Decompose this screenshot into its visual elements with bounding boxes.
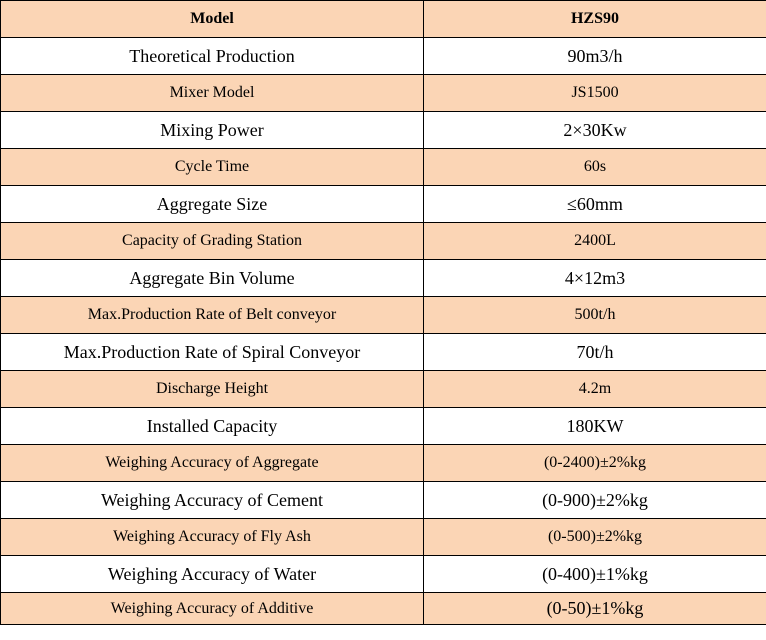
table-row [1, 75, 766, 112]
row-value: 2400L [424, 223, 766, 260]
row-value: 70t/h [424, 334, 766, 371]
table-row [1, 38, 766, 75]
row-value: 180KW [424, 408, 766, 445]
table-header-row [1, 1, 766, 38]
row-label: Weighing Accuracy of Cement [1, 482, 424, 519]
table-row [1, 186, 766, 223]
row-label: Theoretical Production [1, 38, 424, 75]
table-row [1, 334, 766, 371]
table-row [1, 223, 766, 260]
table-row [1, 297, 766, 334]
row-value: 4.2m [424, 371, 766, 408]
header-hzs90: HZS90 [424, 1, 766, 38]
row-label: Weighing Accuracy of Fly Ash [1, 519, 424, 556]
row-value: (0-500)±2%kg [424, 519, 766, 556]
table-row [1, 408, 766, 445]
table-row [1, 556, 766, 593]
row-label: Cycle Time [1, 149, 424, 186]
row-label: Max.Production Rate of Spiral Conveyor [1, 334, 424, 371]
row-label: Max.Production Rate of Belt conveyor [1, 297, 424, 334]
row-value: (0-50)±1%kg [424, 593, 766, 625]
table-row [1, 112, 766, 149]
table-row [1, 519, 766, 556]
row-label: Weighing Accuracy of Aggregate [1, 445, 424, 482]
row-value: 4×12m3 [424, 260, 766, 297]
table-row [1, 371, 766, 408]
row-value: (0-400)±1%kg [424, 556, 766, 593]
row-label: Mixer Model [1, 75, 424, 112]
table-row [1, 149, 766, 186]
row-label: Mixing Power [1, 112, 424, 149]
row-label: Installed Capacity [1, 408, 424, 445]
row-value: ≤60mm [424, 186, 766, 223]
row-value: (0-2400)±2%kg [424, 445, 766, 482]
row-value: JS1500 [424, 75, 766, 112]
row-value: 2×30Kw [424, 112, 766, 149]
row-value: 90m3/h [424, 38, 766, 75]
row-label: Aggregate Bin Volume [1, 260, 424, 297]
table-row [1, 482, 766, 519]
table-row [1, 260, 766, 297]
row-label: Aggregate Size [1, 186, 424, 223]
header-model: Model [1, 1, 424, 38]
row-value: 500t/h [424, 297, 766, 334]
row-label: Discharge Height [1, 371, 424, 408]
row-label: Weighing Accuracy of Water [1, 556, 424, 593]
row-value: (0-900)±2%kg [424, 482, 766, 519]
table-row [1, 593, 766, 625]
table-row [1, 445, 766, 482]
row-label: Weighing Accuracy of Additive [1, 593, 424, 625]
row-label: Capacity of Grading Station [1, 223, 424, 260]
row-value: 60s [424, 149, 766, 186]
